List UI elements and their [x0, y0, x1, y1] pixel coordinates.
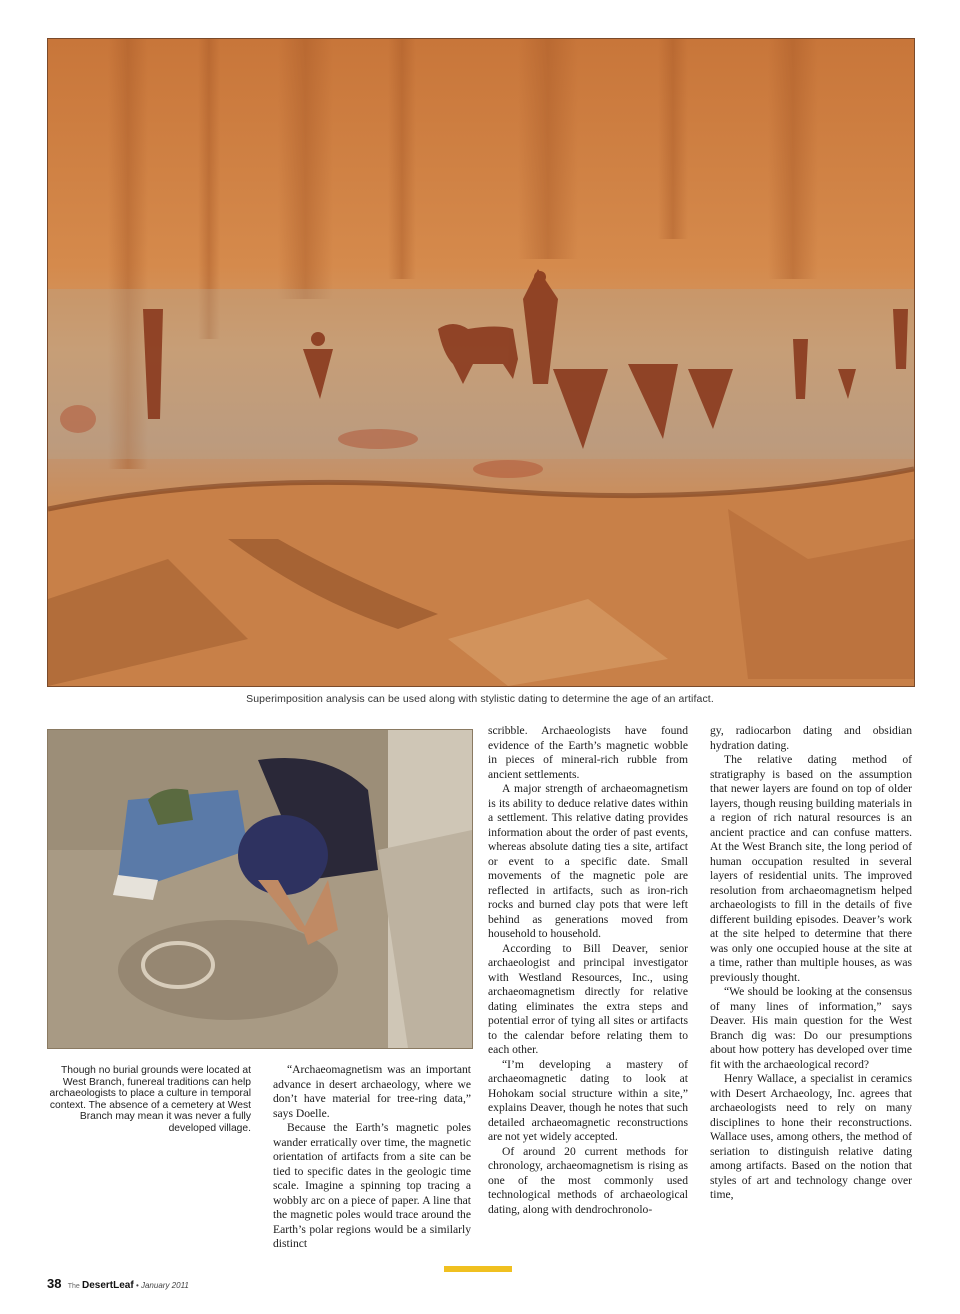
paragraph: Because the Earth’s magnetic poles wander erratically over time, the magnetic orientation of artifacts from a site can be tied to specific dates in the geologic time scale. Imagine a spinning top tracing a wobbly arc on a piece of paper. A line that the magnetic poles would trace around the Earth’s polar regions would be a similarly distinct — [273, 1121, 471, 1250]
page-footer — [47, 1276, 189, 1291]
paragraph: The relative dating method of stratigraphy is based on the assumption that newer layers are found on top of older layers, though reusing building materials in a region of rich natural resources is an ancient practice and can confuse matters. At the West Branch site, the long period of human occupation resulted in several layers of residential units. The improved resolution from archaeomagnetism helped archaeologists to fill in the details of five different building episodes. Deaver’s work at the site helped to determine that there was only one occupied house at the site at a time, rather than multiple houses, as was previously thought. — [710, 753, 912, 984]
paragraph: gy, radiocarbon dating and obsidian hydration dating. — [710, 724, 912, 752]
paragraph: “I’m developing a mastery of archaeomagnetic dating to look at Hohokam social structure within a site,” explains Deaver, though he notes that such detailed archaeomagnetic reconstructions are not yet widely accepted. — [488, 1057, 688, 1143]
paragraph: “Archaeomagnetism was an important advance in desert archaeology, where we don’t have material for tree-ring data,” says Doelle. — [273, 1063, 471, 1120]
issue-date: January 2011 — [140, 1281, 189, 1290]
top-photo-caption: Superimposition analysis can be used along with stylistic dating to determine the age of an artifact. — [246, 693, 714, 705]
footer-separator: • — [135, 1281, 139, 1290]
paragraph: Henry Wallace, a specialist in ceramics with Desert Archaeology, Inc. agrees that archaeologists need to rely on many disciplines to hone their reconstructions. Wallace uses, among others, the method of seriation to distinguish relative dating among artifacts. Based on the notion that styles of art and technology change over time, — [710, 1072, 912, 1201]
pictograph-photo-image — [48, 39, 914, 686]
excavation-photo-image — [48, 730, 472, 1048]
article-column-3 — [710, 724, 912, 1203]
paragraph: A major strength of archaeomagnetism is its ability to deduce relative dates within a settlement. This relative dating provides information about the order of past events, whereas absolute dating ties a site, artifact or event to a specific date. Small movements of the magnetic pole are reflected in artifacts, such as iron-rich rocks and burned clay pots that were left behind as generations moved from household to household. — [488, 782, 688, 940]
page-number: 38 — [47, 1276, 62, 1291]
excavation-photo-caption: Though no burial grounds were located at West Branch, funereal traditions can help archaeologists to place a culture in temporal context. The absence of a cemetery at West Branch may mean it was never a fully developed village. — [49, 1065, 251, 1134]
paragraph: “We should be looking at the consensus of many lines of information,” says Deaver. His main question for the West Branch dig was: Do our presumptions about how pottery has developed over time fit with the archaeological record? — [710, 985, 912, 1071]
article-column-1 — [273, 1063, 471, 1252]
paragraph: scribble. Archaeologists have found evidence of the Earth’s magnetic wobble in pieces of mineral-rich rubble from ancient settlements. — [488, 724, 688, 781]
paragraph: According to Bill Deaver, senior archaeologist and principal investigator with Westland Resources, Inc., using archaeomagnetism directly for relative dating eliminates the extra steps and potential error of tying all sites or artifacts to the calendar before relating them to each other. — [488, 941, 688, 1056]
paragraph: Of around 20 current methods for chronology, archaeomagnetism is rising as one of the most commonly used technological methods of archaeological dating, along with dendrochronolo- — [488, 1144, 688, 1216]
magazine-name: DesertLeaf — [82, 1280, 134, 1291]
article-column-2 — [488, 724, 688, 1217]
pictograph-photo — [47, 38, 915, 687]
accent-bar — [444, 1266, 512, 1272]
magazine-article: The — [67, 1283, 80, 1290]
excavation-photo — [47, 729, 473, 1049]
